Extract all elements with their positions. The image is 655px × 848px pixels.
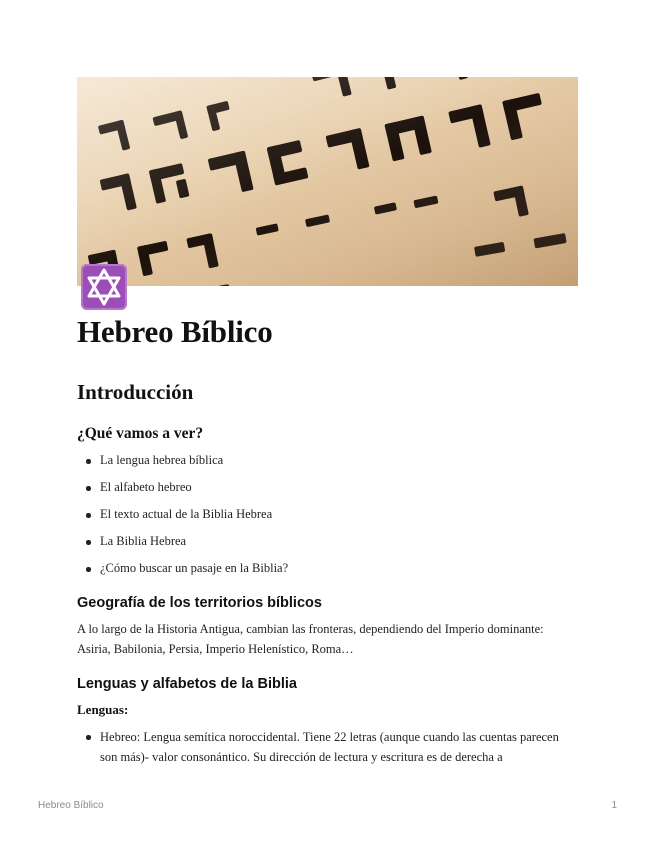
subheading-geografia: Geografía de los territorios bíblicos	[77, 595, 322, 611]
geography-paragraph: A lo largo de la Historia Antigua, cambian las fronteras, dependiendo del Imperio dominante: Asiria, Babilonia, Persia, Imperio Helenístico, Roma…	[77, 622, 544, 656]
list-item: La Biblia Hebrea	[77, 532, 577, 559]
list-item: ¿Cómo buscar un pasaje en la Biblia?	[77, 559, 577, 586]
section-heading-introduccion: Introducción	[77, 380, 194, 404]
list-item: El alfabeto hebreo	[77, 478, 577, 505]
page-title: Hebreo Bíblico	[77, 314, 273, 349]
topics-list	[77, 451, 577, 586]
footer-doc-name: Hebreo Bíblico	[38, 800, 104, 811]
subheading-que-vamos-a-ver: ¿Qué vamos a ver?	[77, 425, 204, 442]
hebrew-text-image	[77, 77, 578, 286]
list-item: El texto actual de la Biblia Hebrea	[77, 505, 577, 532]
list-item: Hebreo: Lengua semítica noroccidental. Tiene 22 letras (aunque cuando las cuentas parecen son más)- valor consonántico. Su dirección de lectura y escritura es de derecha a	[77, 727, 577, 767]
subheading-lenguas: Lenguas y alfabetos de la Biblia	[77, 676, 297, 692]
languages-list	[77, 727, 577, 767]
cover-image	[77, 77, 578, 286]
footer-page-number: 1	[611, 800, 617, 811]
list-item: La lengua hebrea bíblica	[77, 451, 577, 478]
lenguas-label: Lenguas:	[77, 702, 129, 717]
star-of-david-icon	[81, 264, 127, 310]
